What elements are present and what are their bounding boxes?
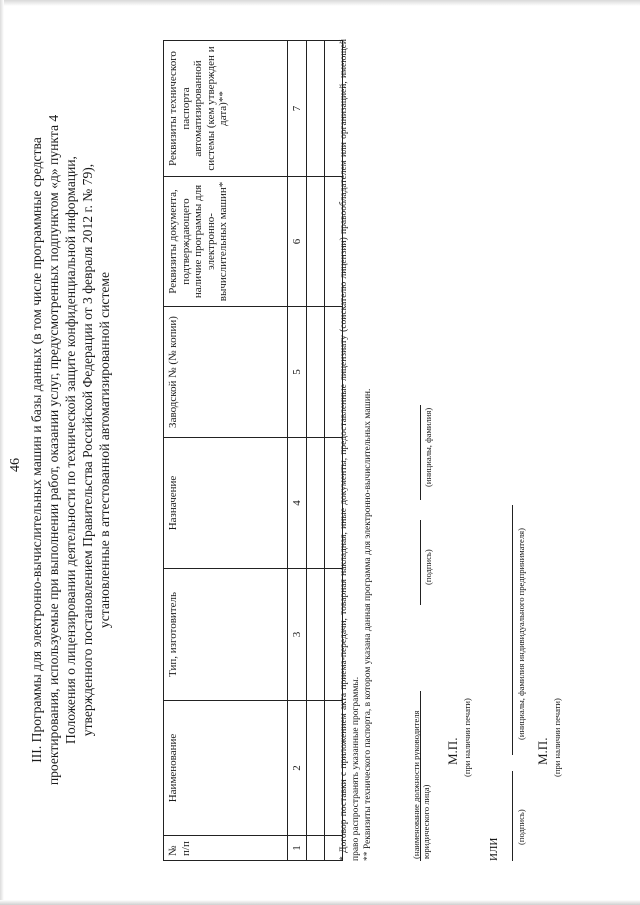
ip-stamp-note: (при наличии печати) [552, 698, 562, 777]
stamp-note: (при наличии печати) [462, 698, 472, 777]
column-header-purpose: Назначение [164, 438, 288, 569]
column-number: 3 [288, 569, 307, 701]
table-cell [307, 41, 325, 177]
ip-stamp-label: М.П. [535, 737, 550, 765]
signature-caption: (подпись) [423, 549, 433, 585]
ip-signature-line [512, 771, 513, 861]
column-header-name: Наименование [164, 701, 288, 836]
column-number: 1 [288, 836, 307, 861]
footnote-contract: * Договор поставки с приложением акта приема-передачи, товарная накладная, иные документы, предоставленные лицензиату (соискателю лицензии) правообладателем или организацией, имеющей право распространять указанные программы. [339, 39, 361, 861]
column-number: 6 [288, 177, 307, 307]
ip-name-caption: (инициалы, фамилия индивидуального предпринимателя) [516, 528, 526, 740]
table-cell [307, 836, 325, 861]
table-header-row [164, 41, 288, 861]
column-number: 2 [288, 701, 307, 836]
position-caption: (наименование должности руководителя юридического лица) [411, 710, 431, 859]
software-register-table [163, 40, 343, 861]
table-cell [307, 177, 325, 307]
signature-line [420, 520, 421, 605]
heading-line: III. Программы для электронно-вычислительных машин и базы данных (в том числе программные средства [29, 137, 44, 763]
footnotes [338, 39, 374, 861]
table-cell [307, 569, 325, 701]
stamp-label: М.П. [445, 737, 460, 765]
column-header-tech-passport: Реквизиты технического паспорта автоматизированной системы (кем утвержден и дата)** [164, 41, 288, 177]
name-line [420, 405, 421, 500]
name-caption: (инициалы, фамилия) [423, 407, 433, 487]
ip-name-line [512, 505, 513, 755]
heading-line: утвержденного постановлением Правительства Российской Федерации от 3 февраля 2012 г. № 79), [80, 163, 95, 737]
or-label: ИЛИ [488, 837, 500, 861]
footnote-passport: ** Реквизиты технического паспорта, в котором указана данная программа для электронно-вычислительных машин. [363, 388, 373, 861]
ip-signature-caption: (подпись) [516, 809, 526, 845]
column-header-type-manufacturer: Тип, изготовитель [164, 569, 288, 701]
table-cell [307, 438, 325, 569]
column-header-ownership-document: Реквизиты документа, подтверждающего наличие программы для электронно-вычислительных машин* [164, 177, 288, 307]
column-number: 4 [288, 438, 307, 569]
table-cell [307, 701, 325, 836]
page-number: 46 [8, 458, 23, 472]
column-header-number: № п/п [164, 836, 288, 861]
column-number: 5 [288, 307, 307, 438]
table-cell [307, 307, 325, 438]
heading-line: Положения о лицензировании деятельности по технической защите конфиденциальной информации, [63, 156, 78, 744]
heading-line: установленные в аттестованной автоматизированной системе [97, 271, 112, 629]
column-header-serial-number: Заводской № (№ копии) [164, 307, 288, 438]
heading-line: проектирования, используемые при выполнении работ, оказании услуг, предусмотренных подпунктом «д» пункта 4 [46, 114, 61, 786]
table-row [307, 41, 325, 861]
column-number-row [288, 41, 307, 861]
column-number: 7 [288, 41, 307, 177]
section-heading [28, 40, 113, 860]
